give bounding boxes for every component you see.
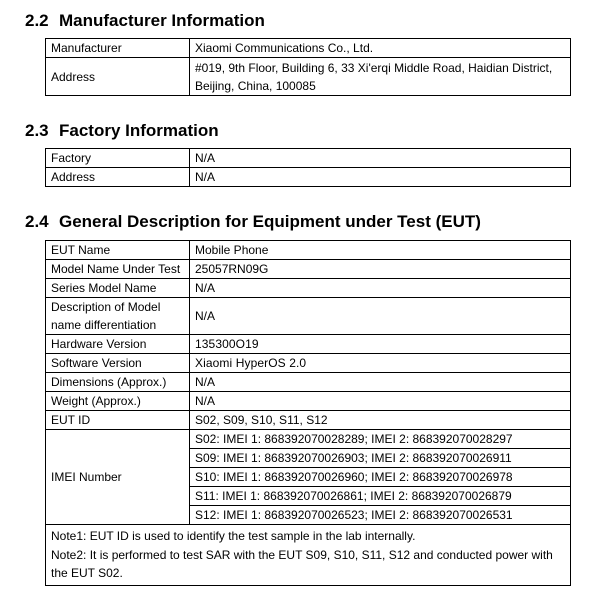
- row-value: N/A: [190, 392, 571, 411]
- row-value: Xiaomi HyperOS 2.0: [190, 354, 571, 373]
- row-value: 25057RN09G: [190, 260, 571, 279]
- row-label: Address: [46, 58, 190, 96]
- section-title: Manufacturer Information: [59, 11, 265, 30]
- row-label: Model Name Under Test: [46, 260, 190, 279]
- note-line: Note1: EUT ID is used to identify the test sample in the lab internally.: [51, 529, 416, 543]
- row-value: N/A: [190, 373, 571, 392]
- section-heading-eut: [25, 212, 481, 232]
- table-row: [46, 58, 571, 96]
- section-number: 2.2: [25, 11, 49, 30]
- eut-table: [45, 240, 571, 586]
- imei-entry: S11: IMEI 1: 868392070026861; IMEI 2: 868392070026879: [190, 487, 571, 506]
- row-value: N/A: [190, 279, 571, 298]
- table-row: [46, 525, 571, 586]
- table-row: [46, 392, 571, 411]
- row-label: Weight (Approx.): [46, 392, 190, 411]
- row-label: Factory: [46, 149, 190, 168]
- table-row: [46, 279, 571, 298]
- table-row: [46, 354, 571, 373]
- manufacturer-table: [45, 38, 571, 96]
- section-number: 2.4: [25, 212, 49, 231]
- table-row: [46, 168, 571, 187]
- table-row: [46, 335, 571, 354]
- row-value: S02, S09, S10, S11, S12: [190, 411, 571, 430]
- row-value: N/A: [190, 298, 571, 335]
- row-label: Hardware Version: [46, 335, 190, 354]
- table-row: [46, 373, 571, 392]
- row-label: EUT Name: [46, 241, 190, 260]
- section-number: 2.3: [25, 121, 49, 140]
- row-value: N/A: [190, 168, 571, 187]
- table-row: [46, 411, 571, 430]
- table-row: [46, 149, 571, 168]
- label-line: name differentiation: [51, 318, 157, 332]
- table-row: [46, 430, 571, 449]
- imei-entry: S12: IMEI 1: 868392070026523; IMEI 2: 868392070026531: [190, 506, 571, 525]
- address-line: Beijing, China, 100085: [195, 78, 316, 93]
- imei-entry: S02: IMEI 1: 868392070028289; IMEI 2: 868392070028297: [190, 430, 571, 449]
- row-value: Mobile Phone: [190, 241, 571, 260]
- table-row: [46, 39, 571, 58]
- imei-entry: S09: IMEI 1: 868392070026903; IMEI 2: 868392070026911: [190, 449, 571, 468]
- row-label: Series Model Name: [46, 279, 190, 298]
- row-label: Manufacturer: [46, 39, 190, 58]
- row-value: 135300O19: [190, 335, 571, 354]
- section-title: General Description for Equipment under Test (EUT): [59, 212, 481, 231]
- row-label: Software Version: [46, 354, 190, 373]
- row-label: EUT ID: [46, 411, 190, 430]
- row-value: N/A: [190, 149, 571, 168]
- table-row: [46, 241, 571, 260]
- imei-entry: S10: IMEI 1: 868392070026960; IMEI 2: 868392070026978: [190, 468, 571, 487]
- row-label: IMEI Number: [46, 430, 190, 525]
- row-label: Address: [46, 168, 190, 187]
- notes-cell: [46, 525, 571, 586]
- row-value: Xiaomi Communications Co., Ltd.: [190, 39, 571, 58]
- table-row: [46, 298, 571, 335]
- row-label: Dimensions (Approx.): [46, 373, 190, 392]
- table-row: [46, 260, 571, 279]
- note-line: Note2: It is performed to test SAR with the EUT S09, S10, S11, S12 and conducted power with: [51, 547, 553, 562]
- note-line: the EUT S02.: [51, 566, 123, 580]
- label-line: Description of Model: [51, 300, 161, 314]
- section-title: Factory Information: [59, 121, 219, 140]
- address-line: #019, 9th Floor, Building 6, 33 Xi'erqi Middle Road, Haidian District,: [195, 60, 553, 75]
- section-heading-manufacturer: [25, 11, 265, 31]
- section-heading-factory: [25, 121, 219, 141]
- row-label: [46, 298, 190, 335]
- factory-table: [45, 148, 571, 187]
- row-value: [190, 58, 571, 96]
